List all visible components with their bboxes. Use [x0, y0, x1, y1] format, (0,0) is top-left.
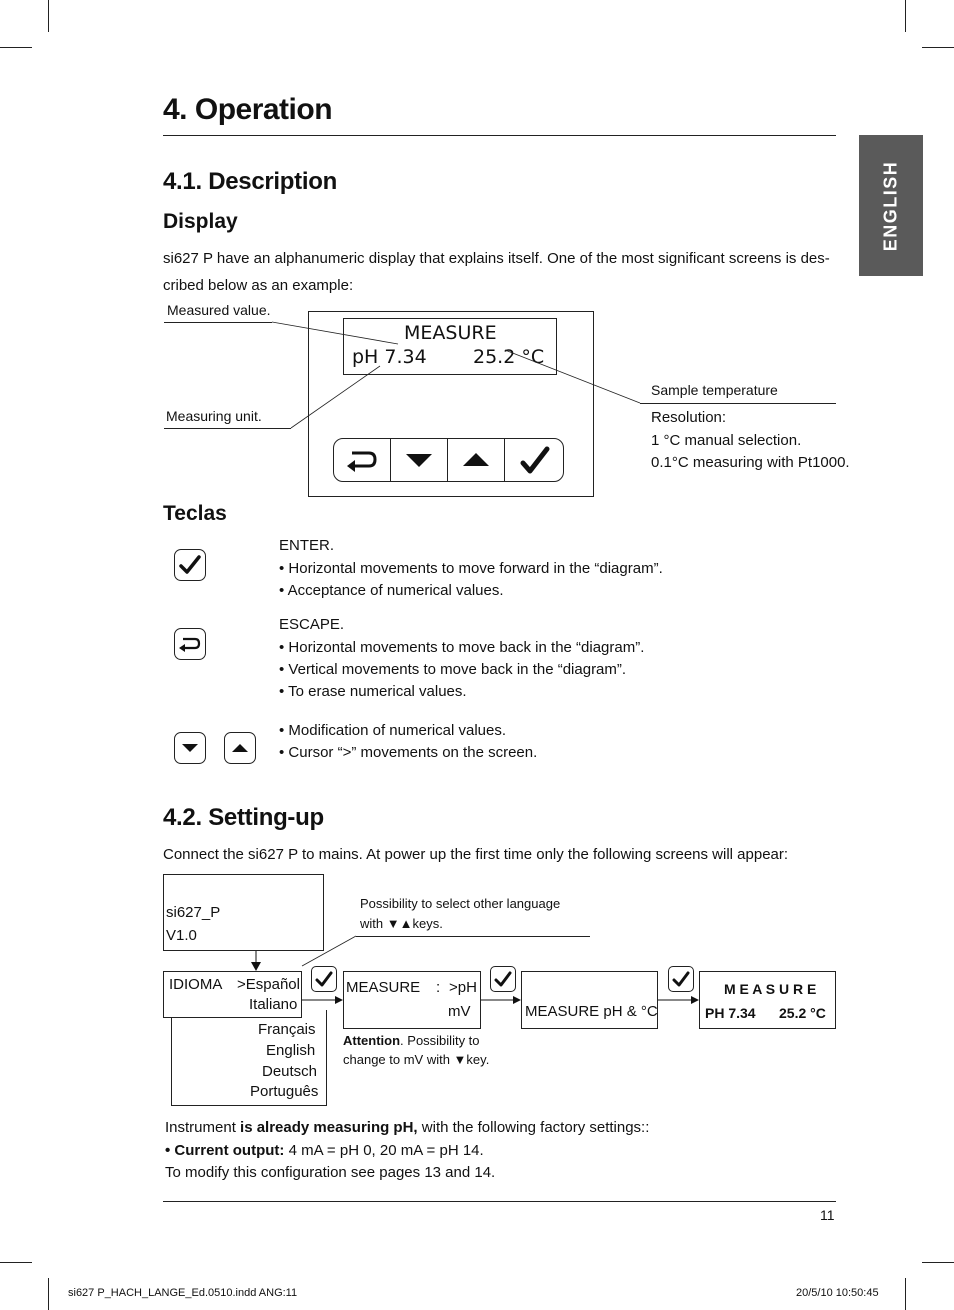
section-title-setting-up: 4.2. Setting-up: [163, 804, 324, 831]
instrument-line: [165, 1117, 649, 1139]
attention-text: . Possibility to: [400, 1033, 480, 1048]
attention-note-2: change to mV with ▼key.: [343, 1052, 490, 1067]
setup-intro: Connect the si627 P to mains. At power up the first time only the following screens will appear:: [163, 846, 789, 863]
enter-line-1: • Horizontal movements to move forward in the “diagram”.: [279, 560, 663, 577]
attention-label: Attention: [343, 1033, 401, 1048]
escape-title: ESCAPE.: [279, 616, 345, 633]
language-option: Deutsch: [262, 1063, 318, 1080]
modify-note: To modify this configuration see pages 13 and 14.: [165, 1164, 496, 1181]
instrument-pre: Instrument: [165, 1119, 241, 1136]
measure-label: MEASURE: [346, 979, 421, 996]
idioma-selected: >Español: [237, 976, 300, 993]
page-number: 11: [820, 1207, 835, 1223]
idioma-label: IDIOMA: [169, 976, 223, 993]
final-temperature: 25.2 °C: [779, 1005, 826, 1021]
arrows-line-1: • Modification of numerical values.: [279, 722, 507, 739]
startup-line-2: V1.0: [166, 927, 197, 944]
check-icon: [672, 971, 690, 987]
language-note-2: with ▼▲keys.: [360, 916, 443, 931]
enter-title: ENTER.: [279, 537, 335, 554]
instrument-bold: is already measuring pH,: [240, 1119, 418, 1136]
enter-key-step-1: [311, 966, 337, 992]
final-ph-value: PH 7.34: [705, 1005, 756, 1021]
resolution-line-3: 0.1°C measuring with Pt1000.: [651, 454, 850, 471]
escape-line-3: • To erase numerical values.: [279, 683, 467, 700]
instrument-post: with the following factory settings::: [417, 1119, 650, 1136]
check-icon: [315, 971, 333, 987]
startup-line-1: si627_P: [166, 904, 221, 921]
side-tab-label: ENGLISH: [880, 160, 901, 251]
current-output-label: • Current output:: [165, 1142, 285, 1159]
footer-file-info: si627 P_HACH_LANGE_Ed.0510.indd ANG:11: [68, 1287, 298, 1299]
display-heading: Display: [163, 210, 238, 233]
enter-line-2: • Acceptance of numerical values.: [279, 582, 504, 599]
measure-option-ph: >pH: [449, 979, 477, 996]
measure-option-mv: mV: [448, 1003, 471, 1020]
section-title-description: 4.1. Description: [163, 168, 337, 195]
language-option: Português: [250, 1083, 319, 1100]
final-measure-title: M E A S U R E: [724, 981, 817, 997]
check-icon: [494, 971, 512, 987]
attention-note-1: [343, 1031, 480, 1051]
intro-line-1: si627 P have an alphanumeric display that explains itself. One of the most significant screens is des-: [163, 250, 830, 267]
resolution-line-2: 1 °C manual selection.: [651, 432, 802, 449]
language-option: Français: [258, 1021, 316, 1038]
escape-line-1: • Horizontal movements to move back in the “diagram”.: [279, 639, 645, 656]
label-measuring-unit: Measuring unit.: [166, 408, 262, 424]
keys-heading: Teclas: [163, 502, 227, 525]
current-output-line: [165, 1140, 484, 1162]
language-option: English: [266, 1042, 316, 1059]
footer-rule: [163, 1201, 836, 1202]
intro-line-2: cribed below as an example:: [163, 277, 354, 294]
enter-key-step-3: [668, 966, 694, 992]
resolution-line-1: Resolution:: [651, 409, 727, 426]
lcd-ph-value: pH 7.34: [352, 346, 427, 368]
enter-key-step-2: [490, 966, 516, 992]
language-note-1: Possibility to select other language: [360, 896, 561, 911]
lcd-mode: MEASURE: [404, 322, 497, 344]
escape-line-2: • Vertical movements to move back in the “diagram”.: [279, 661, 627, 678]
chapter-title: 4. Operation: [163, 93, 333, 126]
footer-timestamp: 20/5/10 10:50:45: [796, 1287, 879, 1299]
lcd-temperature: 25.2 °C: [473, 346, 545, 368]
measure-ph-c: MEASURE pH & °C: [525, 1003, 658, 1020]
label-measured-value: Measured value.: [167, 302, 271, 318]
label-sample-temperature: Sample temperature: [651, 382, 778, 398]
current-output-value: 4 mA = pH 0, 20 mA = pH 14.: [284, 1142, 484, 1159]
measure-colon: :: [436, 979, 441, 996]
language-option: Italiano: [249, 996, 298, 1013]
arrows-line-2: • Cursor “>” movements on the screen.: [279, 744, 538, 761]
